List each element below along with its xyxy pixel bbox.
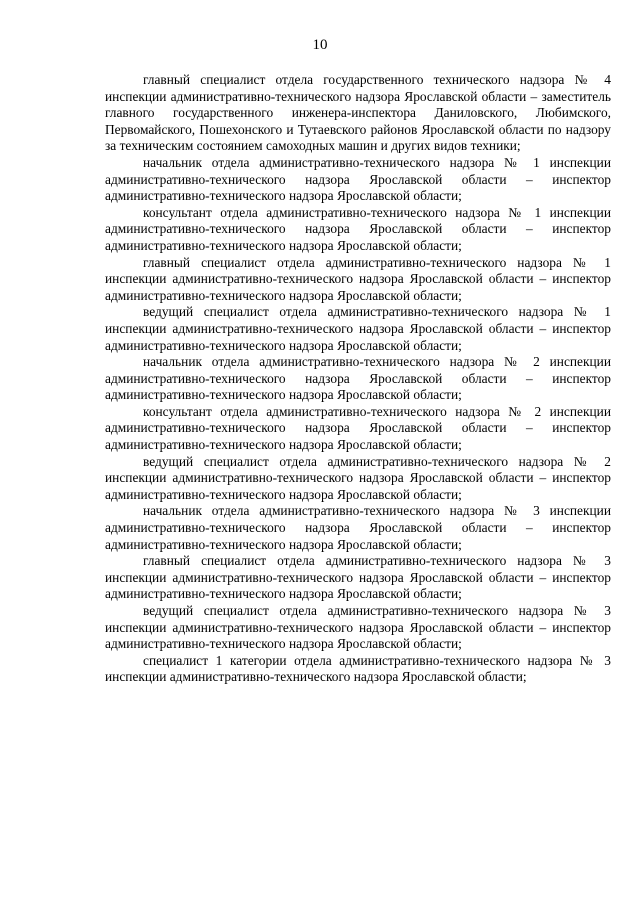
position-paragraph: ведущий специалист отдела административно-технического надзора № 1 инспекции административно-технического надзора Ярославской области – инспектор административно-технического надзора Ярославской области;	[105, 304, 611, 353]
position-paragraph: начальник отдела административно-технического надзора № 1 инспекции административно-технического надзора Ярославской области – инспектор административно-технического надзора Ярославской области;	[105, 154, 611, 204]
position-paragraph: главный специалист отдела государственного технического надзора № 4 инспекции административно-технического надзора Ярославской области – заместитель главного государственного инженера-инспектора Даниловского, Любимского, Первомайского, Пошехонского и Тутаевского районов Ярославской области по надзору за техническим состоянием самоходных машин и других видов техники;	[105, 72, 611, 154]
position-paragraph: консультант отдела административно-технического надзора № 1 инспекции административно-технического надзора Ярославской области – инспектор административно-технического надзора Ярославской области;	[105, 204, 611, 253]
position-paragraph: главный специалист отдела административно-технического надзора № 3 инспекции административно-технического надзора Ярославской области – инспектор административно-технического надзора Ярославской области;	[105, 553, 611, 602]
position-paragraph: главный специалист отдела административно-технического надзора № 1 инспекции административно-технического надзора Ярославской области – инспектор административно-технического надзора Ярославской области;	[105, 254, 611, 303]
page-number: 10	[312, 37, 328, 53]
position-paragraph: ведущий специалист отдела административно-технического надзора № 3 инспекции административно-технического надзора Ярославской области – инспектор административно-технического надзора Ярославской области;	[105, 603, 611, 652]
position-paragraph: ведущий специалист отдела административно-технического надзора № 2 инспекции административно-технического надзора Ярославской области – инспектор административно-технического надзора Ярославской области;	[105, 453, 611, 502]
position-paragraph: консультант отдела административно-технического надзора № 2 инспекции административно-технического надзора Ярославской области – инспектор административно-технического надзора Ярославской области;	[105, 403, 611, 453]
document-body	[105, 72, 611, 686]
position-paragraph: начальник отдела административно-технического надзора № 2 инспекции административно-технического надзора Ярославской области – инспектор административно-технического надзора Ярославской области;	[105, 354, 611, 403]
position-paragraph: начальник отдела административно-технического надзора № 3 инспекции административно-технического надзора Ярославской области – инспектор административно-технического надзора Ярославской области;	[105, 503, 611, 552]
position-paragraph: специалист 1 категории отдела административно-технического надзора № 3 инспекции административно-технического надзора Ярославской области;	[105, 652, 611, 685]
